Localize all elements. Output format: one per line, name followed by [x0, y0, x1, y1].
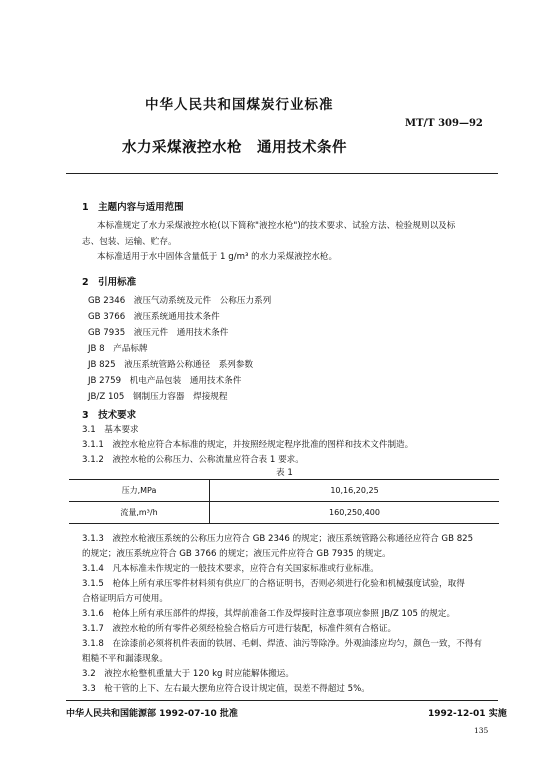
- table-cell-label: 流量,m³/h: [69, 502, 210, 524]
- clause-3-1-4: 3.1.4 凡本标准未作规定的一般技术要求，应符合有关国家标准或行业标准。: [82, 564, 379, 574]
- approval-line: 中华人民共和国能源部 1992-07-10 批准: [66, 709, 238, 719]
- reference-jb8: JB 8 产品标牌: [88, 344, 148, 354]
- table-cell-value: 10,16,20,25: [210, 480, 500, 502]
- clause-3-1-8-line1: 3.1.8 在涂漆前必须将机件表面的铁屑、毛刺、焊渣、油污等除净。外观油漆应均匀，颜色一致，不得有: [82, 639, 482, 649]
- table-row: [69, 480, 499, 502]
- section-1-para1-line1: 本标准规定了水力采煤液控水枪(以下简称"液控水枪")的技术要求、试验方法、检验规则以及标: [97, 221, 456, 231]
- implementation-date: 1992-12-01 实施: [428, 709, 507, 719]
- section-1-para1-line2: 志、包装、运输、贮存。: [82, 237, 177, 247]
- table-cell-value: 160,250,400: [210, 502, 500, 524]
- section-3-heading: 3 技术要求: [82, 410, 137, 421]
- reference-gb2346: GB 2346 液压气动系统及元件 公称压力系列: [88, 296, 272, 306]
- section-1-para2: 本标准适用于水中固体含量低于 1 g/m³ 的水力采煤液控水枪。: [97, 252, 338, 262]
- standard-organization: 中华人民共和国煤炭行业标准: [145, 97, 334, 113]
- clause-3-1-3-line1: 3.1.3 液控水枪液压系统的公称压力应符合 GB 2346 的规定；液压系统管路公称通径应符合 GB 825: [82, 534, 474, 544]
- clause-3-1-1: 3.1.1 液控水枪应符合本标准的规定，并按照经规定程序批准的图样和技术文件制造。: [82, 440, 414, 450]
- table-row: [69, 502, 499, 524]
- clause-3-1-3-line2: 的规定；液压系统应符合 GB 3766 的规定；液压元件应符合 GB 7935 的规定。: [82, 549, 391, 559]
- table-cell-label: 压力,MPa: [69, 480, 210, 502]
- table-1: [69, 479, 499, 524]
- reference-jb2759: JB 2759 机电产品包装 通用技术条件: [88, 376, 242, 386]
- clause-3-3: 3.3 枪干管的上下、左右最大摆角应符合设计规定值，误差不得超过 5%。: [82, 684, 370, 694]
- clause-3-1-2: 3.1.2 液控水枪的公称压力、公称流量应符合表 1 要求。: [82, 455, 304, 465]
- footer-divider: [66, 700, 498, 701]
- page-number: 135: [474, 726, 489, 735]
- reference-jb825: JB 825 液压系统管路公称通径 系列参数: [88, 360, 254, 370]
- reference-gb7935: GB 7935 液压元件 通用技术条件: [88, 328, 229, 338]
- clause-3-1-5-line2: 合格证明后方可使用。: [82, 594, 168, 604]
- clause-3-1-8-line2: 粗糙不平和漏漆现象。: [82, 654, 168, 664]
- section-1-heading: 1 主题内容与适用范围: [82, 202, 184, 213]
- clause-3-2: 3.2 液控水枪整机重量大于 120 kg 时应能解体搬运。: [82, 669, 294, 679]
- clause-3-1-5-line1: 3.1.5 枪体上所有承压零件材料须有供应厂的合格证明书，否则必须进行化验和机械强度试验，取得: [82, 579, 465, 589]
- standard-code: MT/T 309—92: [405, 118, 483, 129]
- clause-3-1: 3.1 基本要求: [82, 425, 139, 435]
- clause-3-1-6: 3.1.6 枪体上所有承压部件的焊接，其焊前准备工作及焊接时注意事项应参照 JB/Z 105 的规定。: [82, 609, 456, 619]
- table-caption: 表 1: [276, 468, 293, 478]
- header-divider: [66, 173, 498, 174]
- clause-3-1-7: 3.1.7 液控水枪的所有零件必须经检验合格后方可进行装配，标准件须有合格证。: [82, 624, 397, 634]
- reference-jbz105: JB/Z 105 钢制压力容器 焊接规程: [88, 392, 228, 402]
- document-title: 水力采煤液控水枪 通用技术条件: [122, 140, 347, 156]
- reference-gb3766: GB 3766 液压系统通用技术条件: [88, 312, 220, 322]
- section-2-heading: 2 引用标准: [82, 277, 137, 288]
